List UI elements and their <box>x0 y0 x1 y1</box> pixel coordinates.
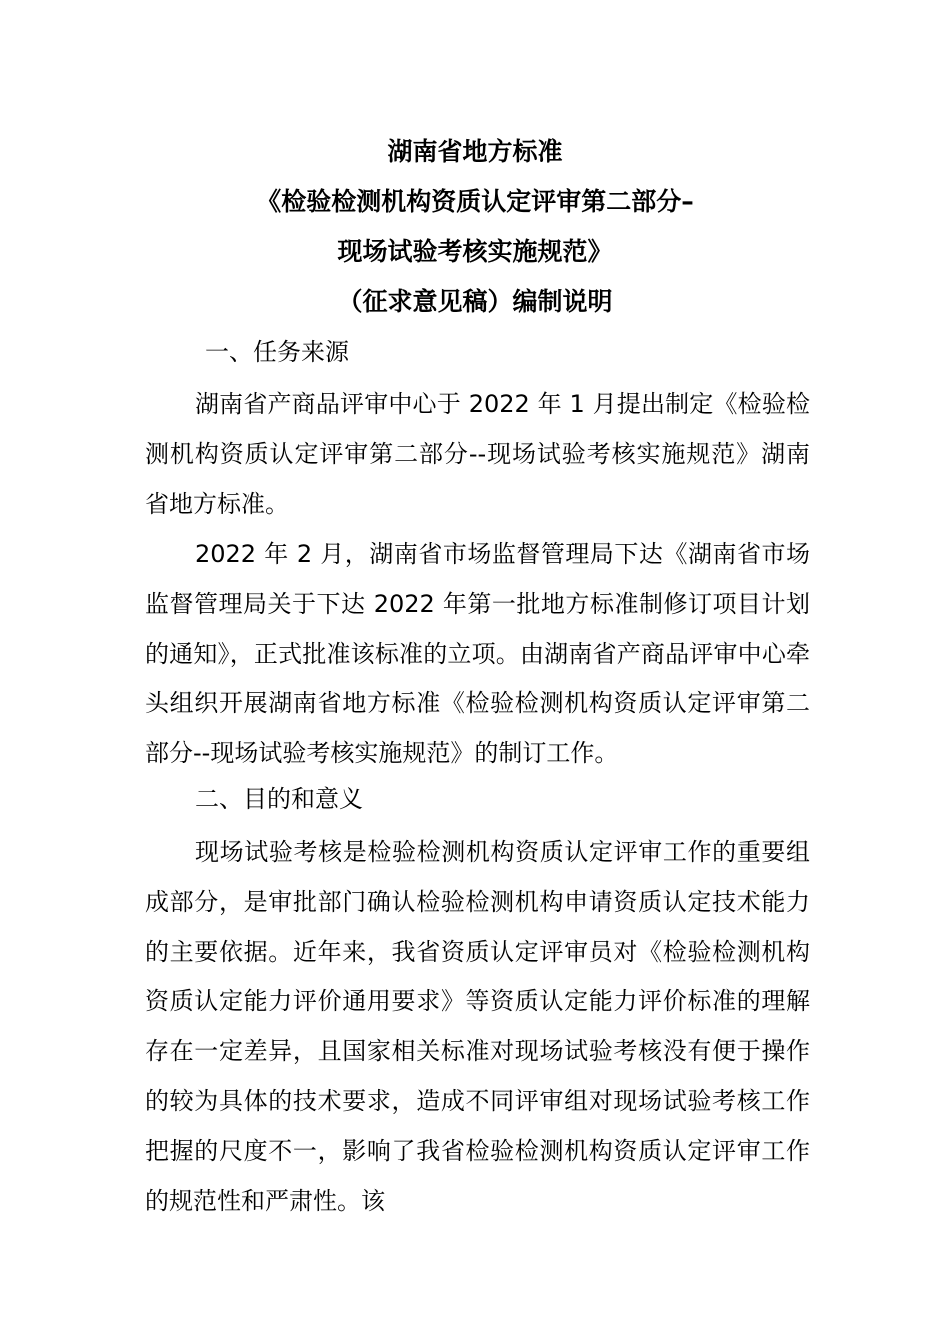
section-heading-task-source: 一、任务来源 <box>205 338 349 366</box>
paragraph-purpose-1: 现场试验考核是检验检测机构资质认定评审工作的重要组成部分，是审批部门确认检验检测机构申请资质认定技术能力的主要依据。近年来，我省资质认定评审员对《检验检测机构资质认定能力评价通用要求》等资质认定能力评价标准的理解存在一定差异，且国家相关标准对现场试验考核没有便于操作的较为具体的技术要求，造成不同评审组对现场试验考核工作把握的尺度不一，影响了我省检验检测机构资质认定评审工作的规范性和严肃性。该 <box>145 838 810 1215</box>
title-line-4: （征求意见稿）编制说明 <box>337 287 613 316</box>
paragraph-task-source-2: 2022 年 2 月，湖南省市场监督管理局下达《湖南省市场监督管理局关于下达 2022 年第一批地方标准制修订项目计划的通知》，正式批准该标准的立项。由湖南省产商品评审中心牵头组织开展湖南省地方标准《检验检测机构资质认定评审第二部分--现场试验考核实施规范》的制订工作。 <box>145 540 810 768</box>
section-heading-purpose: 二、目的和意义 <box>195 785 363 813</box>
paragraph-task-source-1: 湖南省产商品评审中心于 2022 年 1 月提出制定《检验检测机构资质认定评审第二部分--现场试验考核实施规范》湖南省地方标准。 <box>145 390 810 518</box>
title-line-1: 湖南省地方标准 <box>387 137 563 166</box>
title-line-3: 现场试验考核实施规范》 <box>337 237 613 266</box>
title-line-2: 《检验检测机构资质认定评审第二部分– <box>256 187 694 216</box>
